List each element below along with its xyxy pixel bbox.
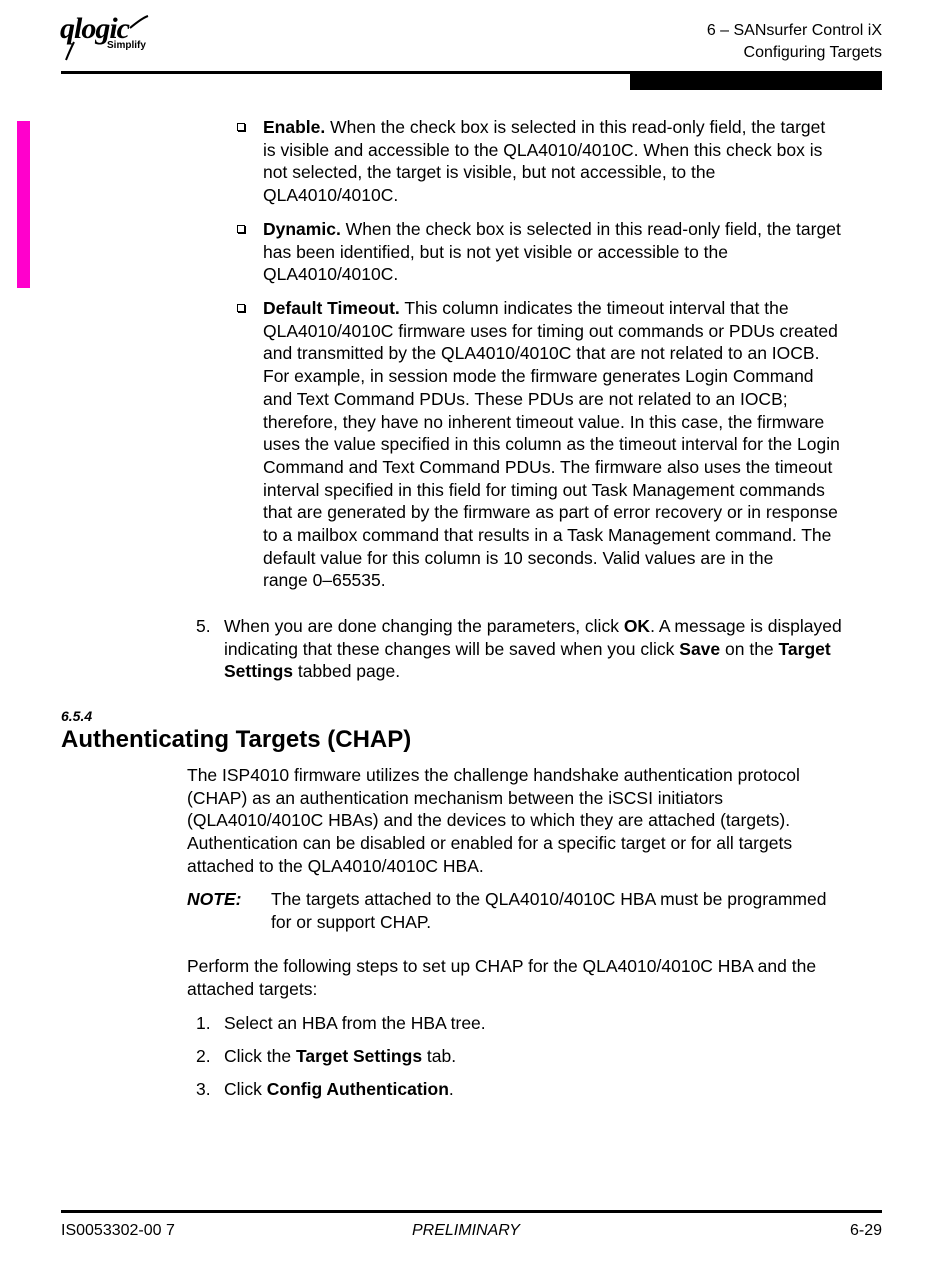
step-text: . <box>448 1079 454 1099</box>
ok-ref: OK <box>623 616 651 636</box>
bullet-line: that are generated by the firmware as part of error recovery or in response <box>263 502 838 523</box>
bullet-line: This column indicates the timeout interval that the <box>399 298 789 318</box>
checkbox-bullet-icon <box>237 225 245 233</box>
bullet-line: and Text Command PDUs. These PDUs are not related to an IOCB; <box>263 388 788 409</box>
step-5 <box>196 615 884 683</box>
bullet-line: When the check box is selected in this read-only field, the target <box>325 117 826 137</box>
step-text: tabbed page. <box>293 661 401 682</box>
step-bold: Target Settings <box>295 1046 423 1066</box>
step-text: tab. <box>422 1046 457 1066</box>
section-title: Authenticating Targets (CHAP) <box>61 726 412 753</box>
header-section: Configuring Targets <box>743 44 882 61</box>
bullet-line: to a mailbox command that results in a Task Management command. The <box>263 525 832 546</box>
para-line: Perform the following steps to set up CHAP for the QLA4010/4010C HBA and the <box>187 956 817 976</box>
para-line: The ISP4010 firmware utilizes the challenge handshake authentication protocol <box>187 765 800 785</box>
bullet-line: When the check box is selected in this read-only field, the target <box>340 219 841 239</box>
bullet-dynamic <box>263 218 883 286</box>
bullet-line: not selected, the target is visible, but not accessible, to the <box>263 162 716 183</box>
settings-ref: Settings <box>224 661 294 682</box>
logo-tagline: Simplify <box>107 40 146 51</box>
bullet-line: range 0–65535. <box>263 570 386 591</box>
footer-status: PRELIMINARY <box>412 1222 520 1239</box>
para-line: Authentication can be disabled or enabled for a specific target or for all targets <box>187 833 793 854</box>
chap-step-2 <box>196 1045 884 1068</box>
para-line: (QLA4010/4010C HBAs) and the devices to which they are attached (targets). <box>187 810 791 831</box>
logo-wordmark: qlogic <box>60 12 129 45</box>
note-label: NOTE: <box>187 889 242 909</box>
steps-intro <box>187 955 887 1000</box>
bullet-default-timeout <box>263 297 883 592</box>
note-line: for or support CHAP. <box>271 911 432 932</box>
bullet-term: Default Timeout. <box>263 298 400 318</box>
step-number: 3. <box>196 1079 211 1099</box>
step-text: . A message is displayed <box>650 616 842 636</box>
para-line: (CHAP) as an authentication mechanism between the iSCSI initiators <box>187 787 723 808</box>
bullet-line: QLA4010/4010C. <box>263 185 399 206</box>
footer-rule <box>61 1210 882 1213</box>
checkbox-bullet-icon <box>237 123 245 131</box>
bullet-line: interval specified in this field for timing out Task Management commands <box>263 479 825 500</box>
bullet-line: is visible and accessible to the QLA4010/4010C. When this check box is <box>263 139 823 160</box>
header-chapter: 6 – SANsurfer Control iX <box>706 22 882 39</box>
checkbox-bullet-icon <box>237 304 245 312</box>
note-text <box>271 888 885 933</box>
bullet-line: and transmitted by the QLA4010/4010C that are not related to an IOCB. <box>263 343 820 364</box>
bullet-line: QLA4010/4010C. <box>263 264 399 285</box>
revision-change-bar <box>17 121 30 288</box>
para-line: attached to the QLA4010/4010C HBA. <box>187 855 484 876</box>
bullet-line: therefore, they have no inherent timeout value. In this case, the firmware <box>263 411 825 432</box>
bullet-line: has been identified, but is not yet visible or accessible to the <box>263 241 728 262</box>
step-text: When you are done changing the parameters, click <box>224 616 624 636</box>
bullet-line: default value for this column is 10 seconds. Valid values are in the <box>263 547 774 568</box>
footer-doc-id: IS0053302-00 7 <box>61 1222 175 1239</box>
save-ref: Save <box>679 638 721 659</box>
step-text: Select an HBA from the HBA tree. <box>224 1013 486 1033</box>
intro-paragraph <box>187 764 887 878</box>
bullet-line: Command and Text Command PDUs. The firmware also uses the timeout <box>263 456 833 477</box>
bullet-enable <box>263 116 883 207</box>
chap-step-1 <box>196 1012 884 1035</box>
note-line: The targets attached to the QLA4010/4010C HBA must be programmed <box>271 889 827 909</box>
para-line: attached targets: <box>187 978 318 999</box>
running-header <box>707 20 882 64</box>
header-bar <box>630 74 882 90</box>
step-text: indicating that these changes will be saved when you click <box>224 638 680 659</box>
footer-page-number: 6-29 <box>849 1222 882 1239</box>
step-text: Click the <box>224 1046 296 1066</box>
qlogic-logo <box>60 10 160 66</box>
bullet-line: uses the value specified in this column as the timeout interval for the Login <box>263 434 840 455</box>
bullet-term: Enable. <box>263 117 326 137</box>
step-number: 1. <box>196 1013 211 1033</box>
bullet-line: QLA4010/4010C firmware uses for timing out commands or PDUs created <box>263 320 838 341</box>
bullet-line: For example, in session mode the firmware generates Login Command <box>263 366 814 387</box>
step-text: on the <box>720 638 779 659</box>
step-number: 2. <box>196 1046 211 1066</box>
step-number: 5. <box>196 616 211 636</box>
step-text: Click <box>224 1079 267 1099</box>
step-bold: Config Authentication <box>266 1079 449 1099</box>
bullet-term: Dynamic. <box>263 219 341 239</box>
section-number: 6.5.4 <box>61 708 93 724</box>
chap-step-3 <box>196 1078 884 1101</box>
target-ref: Target <box>778 638 831 659</box>
